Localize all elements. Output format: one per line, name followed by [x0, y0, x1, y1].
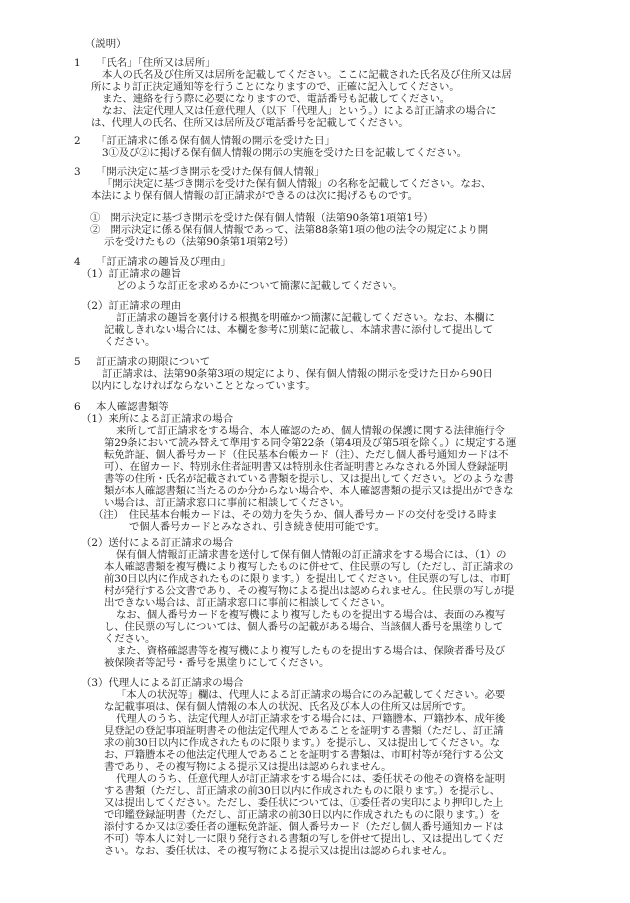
section-6-sub3-line: で印鑑登録証明書（ただし、訂正請求の前30日以内に作成されたものに限ります。）を: [104, 809, 501, 821]
section-6-sub2-line: なお、個人番号カードを複写機により複写したものを提出する場合は、表面のみ複写: [116, 609, 506, 621]
section-3-line: 本法により保有個人情報の訂正請求ができるのは次に掲げるものです。: [91, 190, 418, 202]
section-2-heading: 「訂正請求に係る保有個人情報の開示を受けた日」: [96, 135, 335, 147]
section-6-sub3-line: お、戸籍謄本その他法定代理人であることを証明する書類は、市町村等が発行する公文: [104, 749, 504, 761]
section-6-sub1-heading: （1）来所による訂正請求の場合: [81, 413, 234, 425]
section-3-item: ① 開示決定に基づき開示を受けた保有個人情報（法第90条第1項第1号）: [90, 212, 434, 224]
section-6-number: 6: [74, 401, 81, 413]
section-3-heading: 「開示決定に基づき開示を受けた保有個人情報」: [96, 166, 325, 178]
section-6-sub2-line: 村が発行する公文書であり、その複写物による提出は認められません。住民票の写しが提: [104, 585, 515, 597]
section-1-line: なお、法定代理人又は任意代理人（以下「代理人」という。）による訂正請求の場合に: [102, 105, 497, 117]
section-1-line: また、連絡を行う際に必要になりますので、電話番号も記載してください。: [102, 93, 450, 105]
section-5-line: 以内にしなければならないこととなっています。: [91, 380, 316, 392]
section-4-sub1-heading: （1）訂正請求の趣旨: [81, 268, 182, 280]
section-4-sub2-line: 記載しきれない場合には、本欄を参考に別葉に記載し、本請求書に添付して提出して: [104, 324, 494, 336]
section-6-sub2-line: 本人確認書類を複写機により複写したものに併せて、住民票の写し（ただし、訂正請求の: [104, 561, 514, 573]
section-6-sub3-line: 又は提出してください。ただし、委任状については、①委任者の実印により押印した上: [104, 797, 504, 809]
section-6-sub1-line: 可）、在留カード、特別永住者証明書又は特別永住者証明書とみなされる外国人登録証明: [104, 461, 508, 473]
section-4-sub2-line: ください。: [104, 336, 156, 348]
section-6-sub2-line: 出できない場合は、訂正請求窓口に事前に相談してください。: [104, 597, 391, 609]
section-6-sub2-line: 保有個人情報訂正請求書を送付して保有個人情報の訂正請求をする場合には、（1）の: [116, 549, 507, 561]
section-6-note-line: で個人番号カードとみなされ、引き続き使用可能です。: [129, 521, 385, 533]
section-6-heading: 本人確認書類等: [96, 401, 169, 413]
section-6-sub1-line: 転免許証、個人番号カード（住民基本台帳カード（注）、ただし個人番号通知カードは不: [104, 449, 509, 461]
section-5-heading: 訂正請求の期限について: [96, 356, 211, 368]
section-1-heading: 「氏名」「住所又は居所」: [96, 57, 216, 69]
section-6-sub3-line: 不可）等本人に対し一に限り発行される書類の写しを併せて提出し、又は提出してくだ: [104, 833, 504, 845]
section-1-number: 1: [74, 57, 81, 69]
section-6-sub1-line: 第29条において読み替えて準用する同令第22条（第4項及び第5項を除く。）に規定する運: [104, 437, 517, 449]
section-5-number: 5: [74, 356, 81, 368]
section-6-sub2-line: ください。: [104, 633, 156, 645]
section-5-line: 訂正請求は、法第90条第3項の規定により、保有個人情報の開示を受けた日から90日: [102, 368, 493, 380]
section-3-line: 「開示決定に基づき開示を受けた保有個人情報」の名称を記載してください。なお、: [102, 178, 492, 190]
section-4-sub2-line: 訂正請求の趣旨を裏付ける根拠を明確かつ簡潔に記載してください。なお、本欄に: [116, 312, 495, 324]
section-6-sub3-line: な記載事項は、保有個人情報の本人の状況、氏名及び本人の住所又は居所です。: [104, 701, 472, 713]
section-2-number: 2: [74, 135, 81, 147]
section-4-heading: 「訂正請求の趣旨及び理由」: [96, 256, 232, 268]
section-6-sub3-line: 見登記の登記事項証明書その他法定代理人であることを証明する書類（ただし、訂正請: [104, 725, 504, 737]
section-6-sub2-heading: （2）送付による訂正請求の場合: [81, 537, 234, 549]
section-6-sub3-line: さい。なお、委任状は、その複写物による提示又は提出は認められません。: [104, 845, 453, 857]
page-title: （説明）: [85, 38, 127, 50]
section-3-item: ② 開示決定に係る保有個人情報であって、法第88条第1項の他の法令の規定により開: [90, 224, 488, 236]
section-4-sub1-line: どのような訂正を求めるかについて簡潔に記載してください。: [116, 280, 403, 292]
section-6-sub3-line: 「本人の状況等」欄は、代理人による訂正請求の場合にのみ記載してください。必要: [116, 689, 506, 701]
section-2-line: 3①及び②に掲げる保有個人情報の開示の実施を受けた日を記載してください。: [102, 147, 467, 159]
section-6-sub3-line: 求の前30日以内に作成されたものに限ります。）を提示し、又は提出してください。な: [104, 737, 501, 749]
section-3-item: 示を受けたもの（法第90条第1項第2号）: [104, 236, 294, 248]
section-6-sub3-line: 代理人のうち、任意代理人が訂正請求をする場合には、委任状その他その資格を証明: [116, 773, 506, 785]
section-4-sub2-heading: （2）訂正請求の理由: [81, 300, 182, 312]
section-6-sub1-line: 来所して訂正請求をする場合、本人確認のため、個人情報の保護に関する法律施行令: [116, 425, 505, 437]
section-6-sub1-line: 書等の住所・氏名が記載されている書類を提示し、又は提出してください。どのような書: [104, 473, 514, 485]
section-3-number: 3: [74, 166, 81, 178]
section-6-sub2-line: 前30日以内に作成されたものに限ります。）を提出してください。住民票の写しは、市町: [104, 573, 511, 585]
section-1-line: は、代理人の氏名、住所又は居所及び電話番号を記載してください。: [91, 117, 409, 129]
section-6-sub1-line: 類が本人確認書類に当たるのか分からない場合や、本人確認書類の提示又は提出ができな: [104, 485, 514, 497]
section-4-number: 4: [74, 256, 81, 268]
section-6-note-line: （注） 住民基本台帳カードは、その効力を失うか、個人番号カードの交付を受ける時ま: [93, 509, 498, 521]
section-6-sub3-line: 代理人のうち、法定代理人が訂正請求をする場合には、戸籍謄本、戸籍抄本、成年後: [116, 713, 506, 725]
section-6-sub1-line: い場合は、訂正請求窓口に事前に相談してください。: [104, 497, 350, 509]
section-1-line: 所により訂正決定通知等を行うことになりますので、正確に記入してください。: [91, 81, 460, 93]
section-6-sub3-line: する書類（ただし、訂正請求の前30日以内に作成されたものに限ります。）を提示し、: [104, 785, 501, 797]
section-6-sub2-line: 被保険者等記号・番号を黒塗りにしてください。: [104, 657, 330, 669]
section-1-line: 本人の氏名及び住所又は居所を記載してください。ここに記載された氏名及び住所又は居: [102, 69, 512, 81]
section-6-sub2-line: し、住民票の写しについては、個人番号の記載がある場合、当該個人番号を黒塗りして: [104, 621, 504, 633]
section-6-sub2-line: また、資格確認書等を複写機により複写したものを提出する場合は、保険者番号及び: [116, 645, 506, 657]
section-6-sub3-line: 添付するか又は②委任者の運転免許証、個人番号カード（ただし個人番号通知カードは: [104, 821, 504, 833]
section-6-sub3-heading: （3）代理人による訂正請求の場合: [81, 677, 244, 689]
section-6-sub3-line: 書であり、その複写物による提示又は提出は認められません。: [104, 761, 392, 773]
